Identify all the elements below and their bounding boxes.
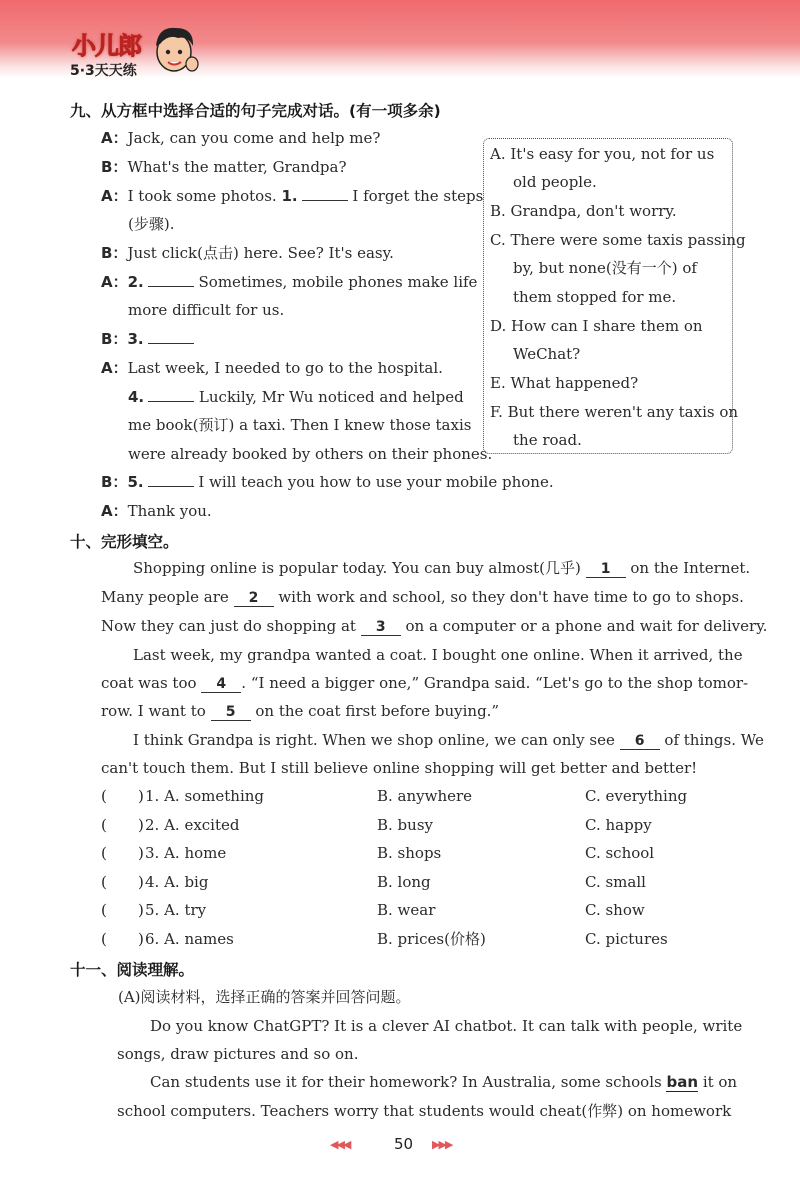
option-text: old people. — [513, 173, 597, 191]
dialogue-line: 4. Luckily, Mr Wu noticed and helped — [128, 388, 464, 406]
dialogue-line: B：Just click(点击) here. See? It's easy. — [101, 244, 394, 262]
answer-blank-3[interactable] — [148, 329, 194, 344]
page-number: 50 — [394, 1135, 414, 1153]
passage-line: Now they can just do shopping at 3 on a computer or a phone and wait for delivery. — [101, 617, 768, 635]
choice-c: C. everything — [585, 787, 688, 805]
answer-blank-4[interactable] — [148, 387, 194, 402]
choice-a: 4. A. big — [145, 873, 209, 891]
logo-title: 小儿郎 — [72, 32, 141, 60]
passage-line: can't touch them. But I still believe online shopping will get better and better! — [101, 759, 698, 777]
choice-a: 3. A. home — [145, 844, 227, 862]
cloze-blank-5[interactable]: 5 — [211, 704, 251, 721]
cloze-blank-6[interactable]: 6 — [620, 733, 660, 750]
option-text: A. It's easy for you, not for us — [490, 145, 715, 163]
dialogue-line: were already booked by others on their phones. — [128, 445, 493, 463]
option-text: F. But there weren't any taxis on — [490, 403, 739, 421]
section-10-title: 十、完形填空。 — [70, 533, 179, 551]
option-text: D. How can I share them on — [490, 317, 703, 335]
dialogue-line: A：Jack, can you come and help me? — [101, 129, 381, 147]
reading-instruction: (A)阅读材料，选择正确的答案并回答问题。 — [118, 988, 411, 1006]
option-text: by, but none(没有一个) of — [513, 259, 697, 277]
option-text: C. There were some taxis passing — [490, 231, 746, 249]
cloze-blank-2[interactable]: 2 — [234, 590, 274, 607]
logo-subtitle: 5·3天天练 — [70, 63, 137, 79]
dialogue-line: B：What's the matter, Grandpa? — [101, 158, 347, 176]
option-text: WeChat? — [513, 345, 581, 363]
choice-a: 1. A. something — [145, 787, 265, 805]
choice-b: B. shops — [377, 844, 442, 862]
answer-blank-1[interactable] — [302, 186, 348, 201]
option-text: B. Grandpa, don't worry. — [490, 202, 677, 220]
passage-line: Can students use it for their homework? In Australia, some schools ban it on — [150, 1073, 738, 1091]
next-arrows-icon: ▶▶▶ — [432, 1138, 452, 1151]
passage-line: Shopping online is popular today. You can buy almost(几乎) 1 on the Internet. — [133, 559, 751, 577]
choice-c: C. show — [585, 901, 645, 919]
answer-blank-5[interactable] — [148, 472, 194, 487]
dialogue-line: A：Thank you. — [101, 502, 212, 520]
prev-arrows-icon: ◀◀◀ — [330, 1138, 350, 1151]
passage-line: songs, draw pictures and so on. — [117, 1045, 359, 1063]
choice-a: 5. A. try — [145, 901, 207, 919]
choice-a: 2. A. excited — [145, 816, 240, 834]
passage-line: school computers. Teachers worry that students would cheat(作弊) on homework — [117, 1102, 732, 1120]
passage-line: coat was too 4 . “I need a bigger one,” Grandpa said. “Let's go to the shop tomor- — [101, 674, 749, 692]
section-9-title: 九、从方框中选择合适的句子完成对话。(有一项多余) — [70, 102, 441, 120]
dialogue-line: B：5. I will teach you how to use your mobile phone. — [101, 473, 554, 491]
option-text: the road. — [513, 431, 582, 449]
dialogue-line: A：Last week, I needed to go to the hospital. — [101, 359, 443, 377]
passage-line: Do you know ChatGPT? It is a clever AI chatbot. It can talk with people, write — [150, 1017, 743, 1035]
choice-c: C. small — [585, 873, 646, 891]
section-11-title: 十一、阅读理解。 — [70, 961, 195, 979]
dialogue-line: more difficult for us. — [128, 301, 285, 319]
choice-a: 6. A. names — [145, 930, 234, 948]
choice-c: C. pictures — [585, 930, 668, 948]
choice-b: B. anywhere — [377, 787, 473, 805]
cloze-blank-3[interactable]: 3 — [361, 619, 401, 636]
dialogue-line: A：I took some photos. 1. I forget the steps — [101, 187, 484, 205]
dialogue-line: (步骤). — [128, 215, 175, 233]
mascot-boy-icon — [148, 22, 200, 78]
passage-line: Many people are 2 with work and school, so they don't have time to go to shops. — [101, 588, 744, 606]
keyword-ban: ban — [666, 1073, 699, 1091]
dialogue-line: A：2. Sometimes, mobile phones make life — [101, 273, 478, 291]
passage-line: row. I want to 5 on the coat first before buying.” — [101, 702, 500, 720]
answer-blank-2[interactable] — [148, 272, 194, 287]
dialogue-line: me book(预订) a taxi. Then I knew those taxis — [128, 416, 472, 434]
choice-c: C. happy — [585, 816, 652, 834]
dialogue-line: B：3. — [101, 329, 194, 349]
passage-line: I think Grandpa is right. When we shop online, we can only see 6 of things. We — [133, 731, 764, 749]
choice-b: B. long — [377, 873, 431, 891]
page-footer — [330, 1134, 480, 1156]
option-text: E. What happened? — [490, 374, 639, 392]
cloze-blank-4[interactable]: 4 — [201, 676, 241, 693]
brand-logo — [66, 26, 206, 82]
choice-c: C. school — [585, 844, 655, 862]
passage-line: Last week, my grandpa wanted a coat. I bought one online. When it arrived, the — [133, 646, 743, 664]
choice-b: B. wear — [377, 901, 436, 919]
cloze-blank-1[interactable]: 1 — [586, 561, 626, 578]
choice-b: B. busy — [377, 816, 433, 834]
option-text: them stopped for me. — [513, 288, 677, 306]
choice-b: B. prices(价格) — [377, 930, 486, 948]
